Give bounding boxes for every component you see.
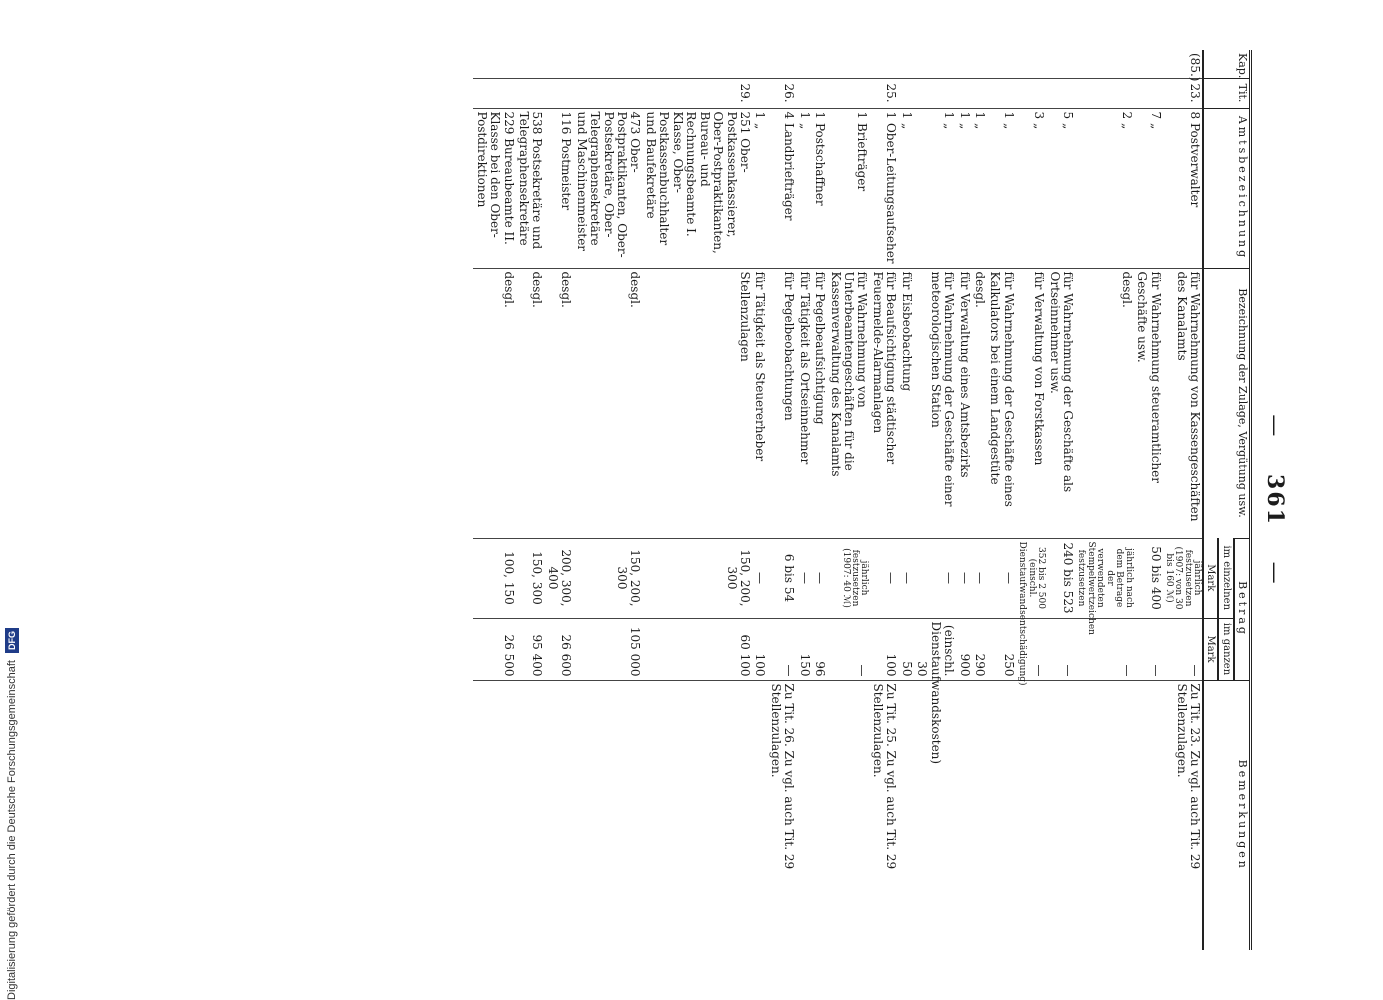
- dfg-logo: DFG: [5, 628, 19, 653]
- amt-cell: 7 „: [1134, 108, 1163, 268]
- ganzen-cell: 95 400: [516, 618, 545, 680]
- bemerkung-cell: [573, 680, 642, 950]
- amt-cell: 2 „: [1075, 108, 1134, 268]
- ganzen-cell: —: [1134, 618, 1163, 680]
- tit-cell: [914, 78, 956, 108]
- amt-cell: 229 Bureaubeamte II. Klasse bei den Ober-Postdirektionen: [473, 108, 515, 268]
- kap-cell: [473, 50, 515, 78]
- tit-cell: [1134, 78, 1163, 108]
- header-kap: Kap.: [1203, 50, 1250, 78]
- budget-table: [473, 50, 1252, 950]
- table-row: [987, 50, 1016, 950]
- kap-cell: [516, 50, 545, 78]
- bemerkung-cell: [473, 680, 515, 950]
- amt-cell: 1 „: [972, 108, 987, 268]
- bezeichnung-cell: desgl.: [516, 268, 545, 538]
- kap-cell: [812, 50, 827, 78]
- amt-cell: 538 Postsekretäre und Telegraphensekretäre: [516, 108, 545, 268]
- header-mark-gan: Mark: [1203, 618, 1218, 680]
- kap-cell: [767, 50, 796, 78]
- tit-cell: [898, 78, 913, 108]
- page-number: 361: [1262, 474, 1288, 526]
- table-row: [812, 50, 827, 950]
- tit-cell: 25.: [870, 78, 899, 108]
- ganzen-cell: 26 500: [473, 618, 515, 680]
- header-bemerkungen: Bemerkungen: [1203, 680, 1250, 950]
- amt-cell: 1 „: [898, 108, 913, 268]
- kap-cell: [752, 50, 767, 78]
- amt-cell: 251 Ober-Postkassenkassierer, Ober-Postpraktikanten, Bureau- und Rechnungsbeamte I. Klasse, Ober-Postkassenbuchhalter und Baufekretäre: [643, 108, 753, 268]
- tit-cell: [796, 78, 811, 108]
- table-row: [827, 50, 869, 950]
- bezeichnung-cell: für Eisbeobachtung: [898, 268, 913, 538]
- einzelnen-cell: —: [987, 538, 1016, 618]
- amt-cell: 116 Postmeister: [544, 108, 573, 268]
- einzelnen-cell: 50 bis 400: [1134, 538, 1163, 618]
- ganzen-cell: —: [1046, 618, 1075, 680]
- amt-cell: 1 Ober-Leitungsaufseher: [870, 108, 899, 268]
- ganzen-cell: 150: [796, 618, 811, 680]
- table-row: [898, 50, 913, 950]
- bemerkung-cell: Zu Tit. 23. Zu vgl. auch Tit. 29 Stellenzulagen.: [1163, 680, 1204, 950]
- einzelnen-cell: jährlich festzusetzen (1907: 40 ℳ): [827, 538, 869, 618]
- einzelnen-cell: —: [870, 538, 899, 618]
- table-row: [1075, 50, 1134, 950]
- header-einzelnen: im einzelnen: [1219, 538, 1234, 618]
- ganzen-cell: 250: [987, 618, 1016, 680]
- table-row: [643, 50, 753, 950]
- amt-cell: 1 „: [752, 108, 767, 268]
- ganzen-cell: 60 100: [643, 618, 753, 680]
- tit-cell: [1075, 78, 1134, 108]
- ganzen-cell: —: [767, 618, 796, 680]
- tit-cell: [516, 78, 545, 108]
- tit-cell: 23.: [1163, 78, 1204, 108]
- table-row: [767, 50, 796, 950]
- kap-cell: (85.): [1188, 53, 1203, 82]
- einzelnen-cell: —: [752, 538, 767, 618]
- einzelnen-cell: 150, 200, 300: [573, 538, 642, 618]
- page-header: [1262, 0, 1288, 1000]
- header-dash-left: —: [1262, 414, 1287, 439]
- table-row: [1046, 50, 1075, 950]
- bemerkung-cell: Zu Tit. 25. Zu vgl. auch Tit. 29 Stellenzulagen.: [870, 680, 899, 950]
- table-row: [544, 50, 573, 950]
- kap-cell: [796, 50, 811, 78]
- einzelnen-cell: jährlich festzusetzen (1907: von 30 bis 160 ℳ): [1163, 538, 1204, 618]
- tit-cell: [956, 78, 971, 108]
- einzelnen-cell: —: [812, 538, 827, 618]
- einzelnen-cell: —: [914, 538, 956, 618]
- kap-cell: [956, 50, 971, 78]
- kap-cell: [898, 50, 913, 78]
- footer-credit: [2, 600, 22, 1000]
- header-tit: Tit.: [1203, 78, 1250, 108]
- amt-cell: 1 „: [914, 108, 956, 268]
- einzelnen-cell: 200, 300, 400: [544, 538, 573, 618]
- ganzen-cell: 100: [870, 618, 899, 680]
- bezeichnung-cell: für Wahrnehmung von Kassengeschäften des Kanalamts: [1163, 268, 1204, 538]
- bemerkung-cell: [827, 680, 869, 950]
- bezeichnung-cell: für Wahrnehmung steueramtlicher Geschäfte usw.: [1134, 268, 1163, 538]
- einzelnen-cell: 100, 150: [473, 538, 515, 618]
- table-row: [914, 50, 956, 950]
- bezeichnung-cell: desgl.: [544, 268, 573, 538]
- tit-cell: [812, 78, 827, 108]
- kap-cell: [1016, 50, 1046, 78]
- tit-cell: [1046, 78, 1075, 108]
- table-row: [752, 50, 767, 950]
- ganzen-cell: —: [1016, 618, 1046, 680]
- bemerkung-cell: [752, 680, 767, 950]
- table-row: [573, 50, 642, 950]
- einzelnen-cell: —: [956, 538, 971, 618]
- tit-cell: [752, 78, 767, 108]
- amt-cell: 1 Postschaffner: [812, 108, 827, 268]
- einzelnen-cell: 352 bis 2 500 (einschl. Dienstaufwandsentschädigung): [1016, 538, 1046, 618]
- ganzen-cell: 900: [956, 618, 971, 680]
- kap-cell: [544, 50, 573, 78]
- tit-cell: [827, 78, 869, 108]
- header-bezeichnung: Bezeichnung der Zulage, Vergütung usw.: [1203, 268, 1250, 538]
- table-row: [1163, 50, 1204, 950]
- kap-cell: [972, 50, 987, 78]
- einzelnen-cell: jährlich nach dem Betrage der verwendeten Stempelwertzeichen festzusetzen: [1075, 538, 1134, 618]
- bezeichnung-cell: Stellenzulagen: [643, 268, 753, 538]
- bezeichnung-cell: für Beaufsichtigung städtischer Feuermelde-Alarmanlagen: [870, 268, 899, 538]
- einzelnen-cell: 150, 300: [516, 538, 545, 618]
- table-row: [972, 50, 987, 950]
- bezeichnung-cell: für Wahrnehmung der Geschäfte eines Kalkulators bei einem Landgestüte: [987, 268, 1016, 538]
- bemerkung-cell: [1046, 680, 1075, 950]
- bemerkung-cell: [1075, 680, 1134, 950]
- header-ganzen: im ganzen: [1219, 618, 1234, 680]
- bezeichnung-cell: für Verwaltung von Forstkassen: [1016, 268, 1046, 538]
- kap-cell: [1134, 50, 1163, 78]
- bemerkung-cell: [1016, 680, 1046, 950]
- bezeichnung-cell: für Wahrnehmung der Geschäfte als Ortseinnehmer usw.: [1046, 268, 1075, 538]
- bezeichnung-cell: für Wahrnehmung der Geschäfte einer meteorologischen Station: [914, 268, 956, 538]
- bezeichnung-cell: für Wahrnehmung von Unterbeamtengeschäften für die Kassenverwaltung des Kanalamts: [827, 268, 869, 538]
- kap-cell: [1075, 50, 1134, 78]
- bezeichnung-cell: desgl.: [573, 268, 642, 538]
- table-body: [473, 50, 1203, 950]
- bemerkung-cell: [812, 680, 827, 950]
- bemerkung-cell: [516, 680, 545, 950]
- ganzen-cell: —: [1075, 618, 1134, 680]
- bemerkung-cell: [972, 680, 987, 950]
- bezeichnung-cell: desgl.: [972, 268, 987, 538]
- ganzen-cell: —: [827, 618, 869, 680]
- table-row: [956, 50, 971, 950]
- amt-cell: 4 Landbriefträger: [767, 108, 796, 268]
- ganzen-cell: 105 000: [573, 618, 642, 680]
- kap-cell: [827, 50, 869, 78]
- amt-cell: 8 Postverwalter: [1163, 108, 1204, 268]
- bemerkung-cell: [544, 680, 573, 950]
- kap-cell: [1046, 50, 1075, 78]
- einzelnen-cell: —: [796, 538, 811, 618]
- tit-cell: 26.: [767, 78, 796, 108]
- ganzen-cell: 96: [812, 618, 827, 680]
- einzelnen-cell: —: [972, 538, 987, 618]
- credit-text: Digitalisierung gefördert durch die Deutsche Forschungsgemeinschaft: [6, 660, 18, 1000]
- amt-cell: 1 „: [796, 108, 811, 268]
- bezeichnung-cell: für Tätigkeit als Steuererheber: [752, 268, 767, 538]
- ganzen-cell: 290: [972, 618, 987, 680]
- bemerkung-cell: [643, 680, 753, 950]
- tit-cell: [1016, 78, 1046, 108]
- header-dash-right: —: [1262, 561, 1287, 586]
- ganzen-cell: 26 600: [544, 618, 573, 680]
- einzelnen-cell: —: [898, 538, 913, 618]
- kap-cell: [643, 50, 753, 78]
- ganzen-cell: 100: [752, 618, 767, 680]
- table-row: [1016, 50, 1046, 950]
- header-mark-ein: Mark: [1203, 538, 1218, 618]
- table-row: [870, 50, 899, 950]
- table-header: [1203, 50, 1250, 950]
- table-row: [473, 50, 515, 950]
- bemerkung-cell: Zu Tit. 26. Zu vgl. auch Tit. 29 Stellenzulagen.: [767, 680, 796, 950]
- einzelnen-cell: 6 bis 54: [767, 538, 796, 618]
- kap-cell: [870, 50, 899, 78]
- kap-cell: [914, 50, 956, 78]
- bezeichnung-cell: für Pegelbeobachtungen: [767, 268, 796, 538]
- header-amt: Amtsbezeichnung: [1203, 108, 1250, 268]
- amt-cell: 1 „: [956, 108, 971, 268]
- einzelnen-cell: 150, 200, 300: [643, 538, 753, 618]
- tit-cell: [972, 78, 987, 108]
- bemerkung-cell: [796, 680, 811, 950]
- bezeichnung-cell: für Pegelbeaufsichtigung: [812, 268, 827, 538]
- header-betrag: Betrag: [1234, 538, 1251, 680]
- amt-cell: 3 „: [1016, 108, 1046, 268]
- kap-cell: [987, 50, 1016, 78]
- tit-cell: [473, 78, 515, 108]
- einzelnen-cell: 240 bis 523: [1046, 538, 1075, 618]
- bemerkung-cell: [956, 680, 971, 950]
- amt-cell: 473 Ober-Postpraktikanten, Ober-Postsekretäre, Ober-Telegraphensekretäre und Maschinenmeister: [573, 108, 642, 268]
- table-row: [516, 50, 545, 950]
- bemerkung-cell: [898, 680, 913, 950]
- amt-cell: 5 „: [1046, 108, 1075, 268]
- kap-cell: [573, 50, 642, 78]
- amt-cell: 1 Briefträger: [827, 108, 869, 268]
- tit-cell: [573, 78, 642, 108]
- amt-cell: 1 „: [987, 108, 1016, 268]
- bezeichnung-cell: für Tätigkeit als Ortseinnehmer: [796, 268, 811, 538]
- table-row: [1134, 50, 1163, 950]
- ganzen-cell: 50: [898, 618, 913, 680]
- ganzen-cell: (einschl. Dienstaufwandskosten) 30: [914, 618, 956, 680]
- tit-cell: 29.: [643, 78, 753, 108]
- table-row: [796, 50, 811, 950]
- tit-cell: [544, 78, 573, 108]
- tit-cell: [987, 78, 1016, 108]
- bemerkung-cell: [987, 680, 1016, 950]
- bezeichnung-cell: desgl.: [1075, 268, 1134, 538]
- ganzen-cell: —: [1163, 618, 1204, 680]
- bezeichnung-cell: desgl.: [473, 268, 515, 538]
- bemerkung-cell: [1134, 680, 1163, 950]
- bezeichnung-cell: für Verwaltung eines Amtsbezirks: [956, 268, 971, 538]
